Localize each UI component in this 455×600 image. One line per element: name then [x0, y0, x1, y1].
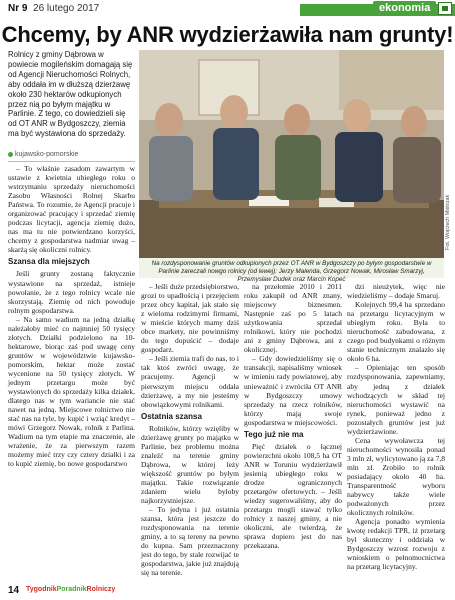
photo-credit: Fot. Wojciech Mistrzak — [445, 194, 451, 250]
subheading: Ostatnia szansa — [141, 411, 202, 421]
paragraph: – Na samo wadium na jedną działkę należałoby mieć co najmniej 50 tysięcy złotych. Działki podzielono na 10-hektarowe, biorąc zaś pod uwagę ceny gruntów w województwie kujawsko-pomorskim, hektar może zostać wycenione na 50 tysięcy złotych. W jednym przetargu może być wystawionych do sprzedaży kilka działek, dlatego nas w tym wariancie nie stać nawet na jedną. Miejscowe rolnictwo nie stać nas na tyle, by kupić i wziąć kredyt – mówi Grzegorz Nowak, rolnik z Parlina. Wadium na tym etapie ma znaczenie, ale wrażenie, że za pierwszym razem możemy mieć trzy czy cztery działki i za to kupić ziemię, bo nowe gospodarstwo — [8, 314, 135, 469]
paragraph: – To jedyna i już ostatnia szansa, która jest jeszcze do rozdysponowania na terenie gminy, a to są tereny na pewno do kupna. Sam przeznaczony jest do tego, by stale rozwijać te gospodarstwa, jakie już znajdują się na terenie. — [141, 505, 239, 578]
article-photo — [139, 50, 444, 258]
paragraph: – Opieniając ten sposób rozdysponowania, zapewniamy, aby jedną z działek wchodzących w skład tej nieruchomości wystawić na rynek, ponieważ jedno z pozostałych gruntów jest już wydzierżawione. — [347, 363, 445, 436]
issue-prefix: Nr — [8, 3, 20, 14]
paragraph: Agencja ponadto wymienia kwotę redakcji TPR, iż przetarg był skuteczny i oddziała w Bydgoszczy wzrost rozwoju z wnioskiem o pełnomocnictwa na przetarg licytacyjny. — [347, 517, 445, 572]
divider — [8, 161, 135, 162]
issue-info — [8, 3, 99, 14]
paragraph: Jeśli grunty zostaną faktycznie wystawione na sprzedaż, istnieje powołanie, że z tego rolnicy wcale nie skorzystają. Ziemię od nich powoduje rolnym gospodarstwa. — [8, 269, 135, 315]
subheading: Tego już nie ma — [244, 429, 304, 439]
publication-brand — [26, 586, 115, 593]
article-column-3 — [244, 282, 342, 550]
article-headline: Chcemy, by ANR wydzierżawiła nam grunty! — [1, 22, 454, 47]
paragraph: dzi nieużytek, więc nie wiedzieliśmy – dodaje Smaruj. — [347, 282, 445, 301]
subheading: Szansa dla miejszych — [8, 257, 90, 267]
article-lead: Rolnicy z gminy Dąbrowa w powiecie mogileńskim domagają się od Agencji Nieruchomości Rolnych, aby oddała im w dłuższą dzierżawę około 230 hektarów odkupionych przez nią po byłym majątku w Parlinie. Z tego, co dowiedzieli się od OT ANR w Bydgoszczy, ziemia ma być wystawiona do sprzedaży. — [8, 50, 133, 139]
brand-part: Tygodnik — [26, 586, 57, 593]
paragraph: – Gdy dowiedzieliśmy się o transakcji, napisaliśmy wniosek w imieniu rady powiatowej, aby unieważnić i zwróciła OT ANR w Bydgoszczy umowy sprzedaży na rzecz rolników, którzy mają swoje gospodarstwa w miejscowości. — [244, 354, 342, 427]
section-logo-icon — [438, 2, 452, 15]
paragraph: Rolników, którzy wzięliby w dzierżawę grunty po majątku w Parlinie, bez problemu można znaleźć na terenie gminy Dąbrowa, w której leży większość gruntów po byłym majątku. Takie rozwiązanie zdaniem wielu byłoby najkorzystniejsze. — [141, 423, 239, 506]
issue-number: 9 — [21, 3, 28, 14]
location-pin-icon — [8, 152, 13, 157]
paragraph: – Jeśli ziemia trafi do nas, to i tak ktoś zwróci uwagę, że pracujemy. Agencji w pierwszym miejscu oddała dzierżawę, a my nie jesteśmy obowiązkowymi rolnikami. — [141, 354, 239, 409]
page-header — [0, 0, 455, 18]
brand-part: Rolniczy — [86, 586, 116, 593]
region-tag — [8, 151, 78, 158]
article-column-2 — [141, 282, 239, 577]
section-badge: ekonomia — [373, 1, 436, 16]
paragraph: na przełomie 2010 i 2011 roku zakupił od ANR znany, miejscowy biznesmen. Następnie zaś po 5 latach użytkowania sprzedał rolnikowi, który nie pochodzi ani z gminy Dąbrowa, ani z okolicznej. — [244, 282, 342, 355]
paragraph: – To właśnie zasadom zawartym w ustawie z kwietnia ubiegłego roku o wstrzymaniu sprzedaży nieruchomości Zasobu Własności Rolnej Skarbu Państwa. To rozumie, że Agencji pracuje i organizować pracujący i sprzedać ziemię podczas licytacji, agencja ziemię dużo, nas ma tu nie potwierdzano korzyści, chcemy z gospodarstwa nadmiar uwag – skarżą się okoliczni rolnicy. — [8, 164, 135, 255]
brand-part: Poradnik — [56, 586, 87, 593]
paragraph: Pięć działek o łącznej powierzchni około 108,5 ha OT ANR w Toruniu wydzierżawił jesienią ubiegłego roku w drodze ograniczonych przetargów ofertowych. – Jeśli wiedzy sugerowaliśmy, aby do przetargu mogli stawać tylko rolnicy z naszej gminy, a nie okoliczni, ale twierdzą, że sprawa dopiero jest do nas przekazana. — [244, 441, 342, 551]
region-label: kujawsko-pomorskie — [15, 151, 79, 158]
page-footer — [0, 582, 455, 600]
article-column-1 — [8, 164, 135, 469]
issue-date: 26 lutego 2017 — [33, 3, 100, 14]
article-column-4 — [347, 282, 445, 572]
paragraph: Kolejnych 99,4 ha sprzedano na przetargu licytacyjnym w ubiegłym roku. Była to nieruchomość zabudowana, z czego pod budynkami o różnym stanie technicznym znalazło się około 6 ha. — [347, 300, 445, 364]
photo-caption: Na rozdysponowanie gruntów odkupionych przez OT ANR w Bydgoszczy po byłym gospodarstwie w Parlinie zareczali nowgo rolnicy (od lewej): Jerzy Malenda, Grzegorz Nowak, Mirosław Smarzyj, Przemysław Dudek oraz Marcin Kopeć — [139, 258, 444, 278]
paragraph: Cena wywoławcza tej nieruchomości wynosiła ponad 3 mln zł, wylicytowano ją za 7,8 mln zł. Zrobiło to rolnik posiadający około 40 ha. Transparentność wyboru nabywcy także wiele podważonych przez okolicznych rolników. — [347, 435, 445, 518]
photo-illustration — [139, 50, 444, 258]
paragraph: – Jeśli duże przedsiębiorstwo, grozi to upadłością i przejęciem przez obcy kapitał, jak stało się z wieloma rodzimymi firmami, w mieście których mamy dziś obce markety, nie powinniśmy do tego dopuścić – dodaje gospodarz. — [141, 282, 239, 355]
page-number: 14 — [8, 585, 20, 596]
